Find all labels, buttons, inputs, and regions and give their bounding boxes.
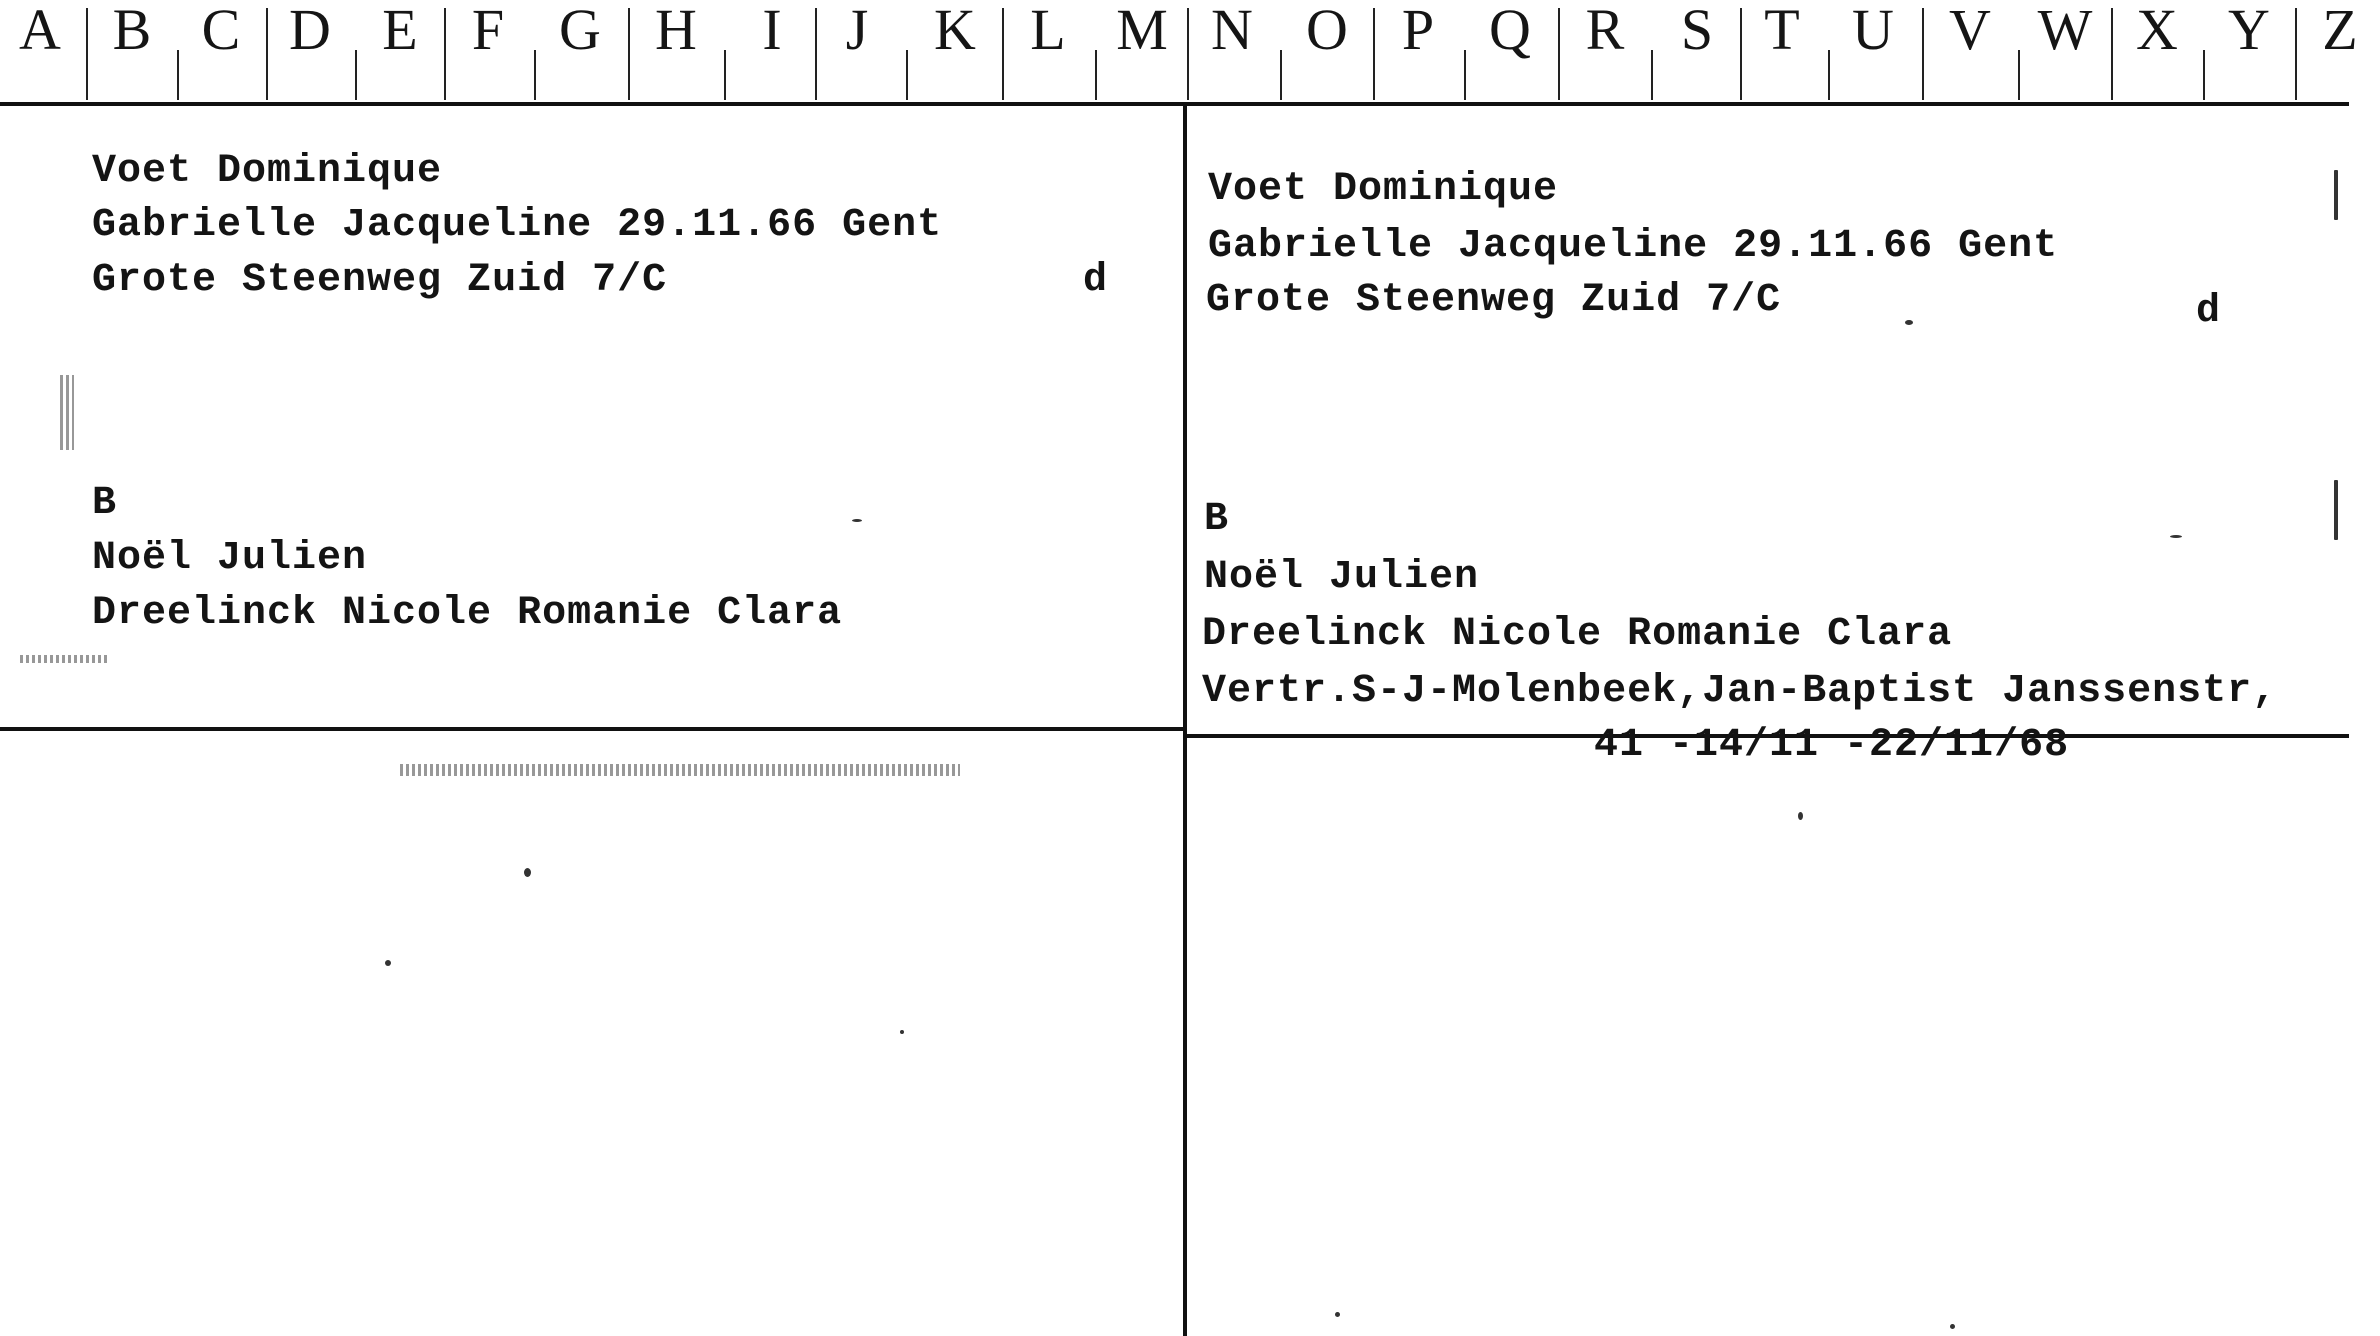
alphabet-separator: [2203, 50, 2205, 100]
scan-speck: [1905, 320, 1913, 325]
right-father-line: Noël Julien: [1204, 555, 1480, 600]
alphabet-separator: [266, 8, 268, 100]
alphabet-letter: B: [112, 0, 152, 62]
alphabet-letter: Q: [1489, 0, 1531, 62]
alphabet-separator: [1558, 8, 1560, 100]
scan-speck: [2334, 170, 2338, 220]
alphabet-letter: X: [2136, 0, 2178, 62]
alphabet-letter: D: [289, 0, 331, 62]
alphabet-separator: [444, 8, 446, 100]
right-address-line: Grote Steenweg Zuid 7/C: [1206, 278, 1782, 323]
alphabet-separator: [177, 50, 179, 100]
left-given-names-line: Gabrielle Jacqueline 29.11.66 Gent: [92, 203, 943, 248]
alphabet-letter: Y: [2228, 0, 2270, 62]
right-surname-line: Voet Dominique: [1208, 167, 1559, 212]
scan-speck: [2334, 480, 2338, 540]
scan-smudge: [20, 655, 110, 663]
alphabet-separator: [906, 50, 908, 100]
scan-speck: [900, 1030, 904, 1034]
alphabet-letter: A: [19, 0, 61, 62]
right-mark: d: [2196, 289, 2222, 334]
alphabet-separator: [2018, 50, 2020, 100]
alphabet-separator: [724, 50, 726, 100]
left-mother-line: Dreelinck Nicole Romanie Clara: [92, 591, 843, 636]
alphabet-separator: [1095, 50, 1097, 100]
alphabet-letter: N: [1211, 0, 1253, 62]
scan-speck: [1335, 1312, 1340, 1317]
strip-bottom-rule: [0, 102, 2349, 106]
alphabet-letter: Z: [2322, 0, 2358, 62]
alphabet-letter: H: [655, 0, 697, 62]
alphabet-separator: [2111, 8, 2113, 100]
right-mother-line: Dreelinck Nicole Romanie Clara: [1202, 612, 1953, 657]
alphabet-letter: V: [1949, 0, 1991, 62]
alphabet-letter: L: [1030, 0, 1066, 62]
left-parents-code: B: [92, 481, 118, 526]
alphabet-separator: [1651, 50, 1653, 100]
alphabet-separator: [2295, 8, 2297, 100]
scan-speck: [2170, 535, 2182, 538]
left-father-line: Noël Julien: [92, 536, 368, 581]
left-surname-line: Voet Dominique: [92, 149, 443, 194]
alphabet-letter: O: [1306, 0, 1348, 62]
scan-speck: [852, 519, 862, 522]
alphabet-separator: [1828, 50, 1830, 100]
alphabet-letter: W: [2037, 0, 2093, 62]
right-given-names-line: Gabrielle Jacqueline 29.11.66 Gent: [1208, 224, 2059, 269]
left-mark: d: [1083, 258, 1109, 303]
alphabet-letter: S: [1680, 0, 1714, 62]
alphabet-separator: [1464, 50, 1466, 100]
right-note-line-2: 41 -14/11 -22/11/68: [1594, 723, 2070, 768]
alphabet-separator: [1187, 8, 1189, 100]
alphabet-letter: K: [934, 0, 976, 62]
alphabet-separator: [86, 8, 88, 100]
scan-smudge: [60, 375, 74, 450]
scan-smudge: [400, 764, 960, 776]
alphabet-letter: J: [845, 0, 869, 62]
alphabet-letter: F: [471, 0, 505, 62]
scan-speck: [524, 868, 531, 877]
alphabet-separator: [1922, 8, 1924, 100]
alphabet-letter: M: [1116, 0, 1168, 62]
alphabet-letter: C: [201, 0, 241, 62]
alphabet-letter: E: [382, 0, 418, 62]
alphabet-separator: [1002, 8, 1004, 100]
scan-speck: [1950, 1324, 1955, 1329]
alphabet-separator: [1280, 50, 1282, 100]
scan-speck: [385, 960, 391, 966]
alphabet-index-strip: [0, 0, 2358, 104]
alphabet-separator: [355, 50, 357, 100]
left-card-bottom-rule: [0, 727, 1183, 731]
right-parents-code: B: [1204, 497, 1230, 542]
alphabet-letter: I: [762, 0, 782, 62]
alphabet-letter: R: [1585, 0, 1625, 62]
alphabet-letter: U: [1852, 0, 1894, 62]
left-address-line: Grote Steenweg Zuid 7/C: [92, 258, 668, 303]
alphabet-separator: [534, 50, 536, 100]
alphabet-letter: P: [1401, 0, 1435, 62]
scan-speck: [1798, 812, 1803, 820]
alphabet-letter: T: [1764, 0, 1800, 62]
alphabet-separator: [1373, 8, 1375, 100]
card-divider-vertical: [1183, 104, 1187, 1336]
alphabet-letter: G: [559, 0, 601, 62]
alphabet-separator: [628, 8, 630, 100]
right-note-line-1: Vertr.S-J-Molenbeek,Jan-Baptist Janssenstr,: [1202, 669, 2278, 714]
